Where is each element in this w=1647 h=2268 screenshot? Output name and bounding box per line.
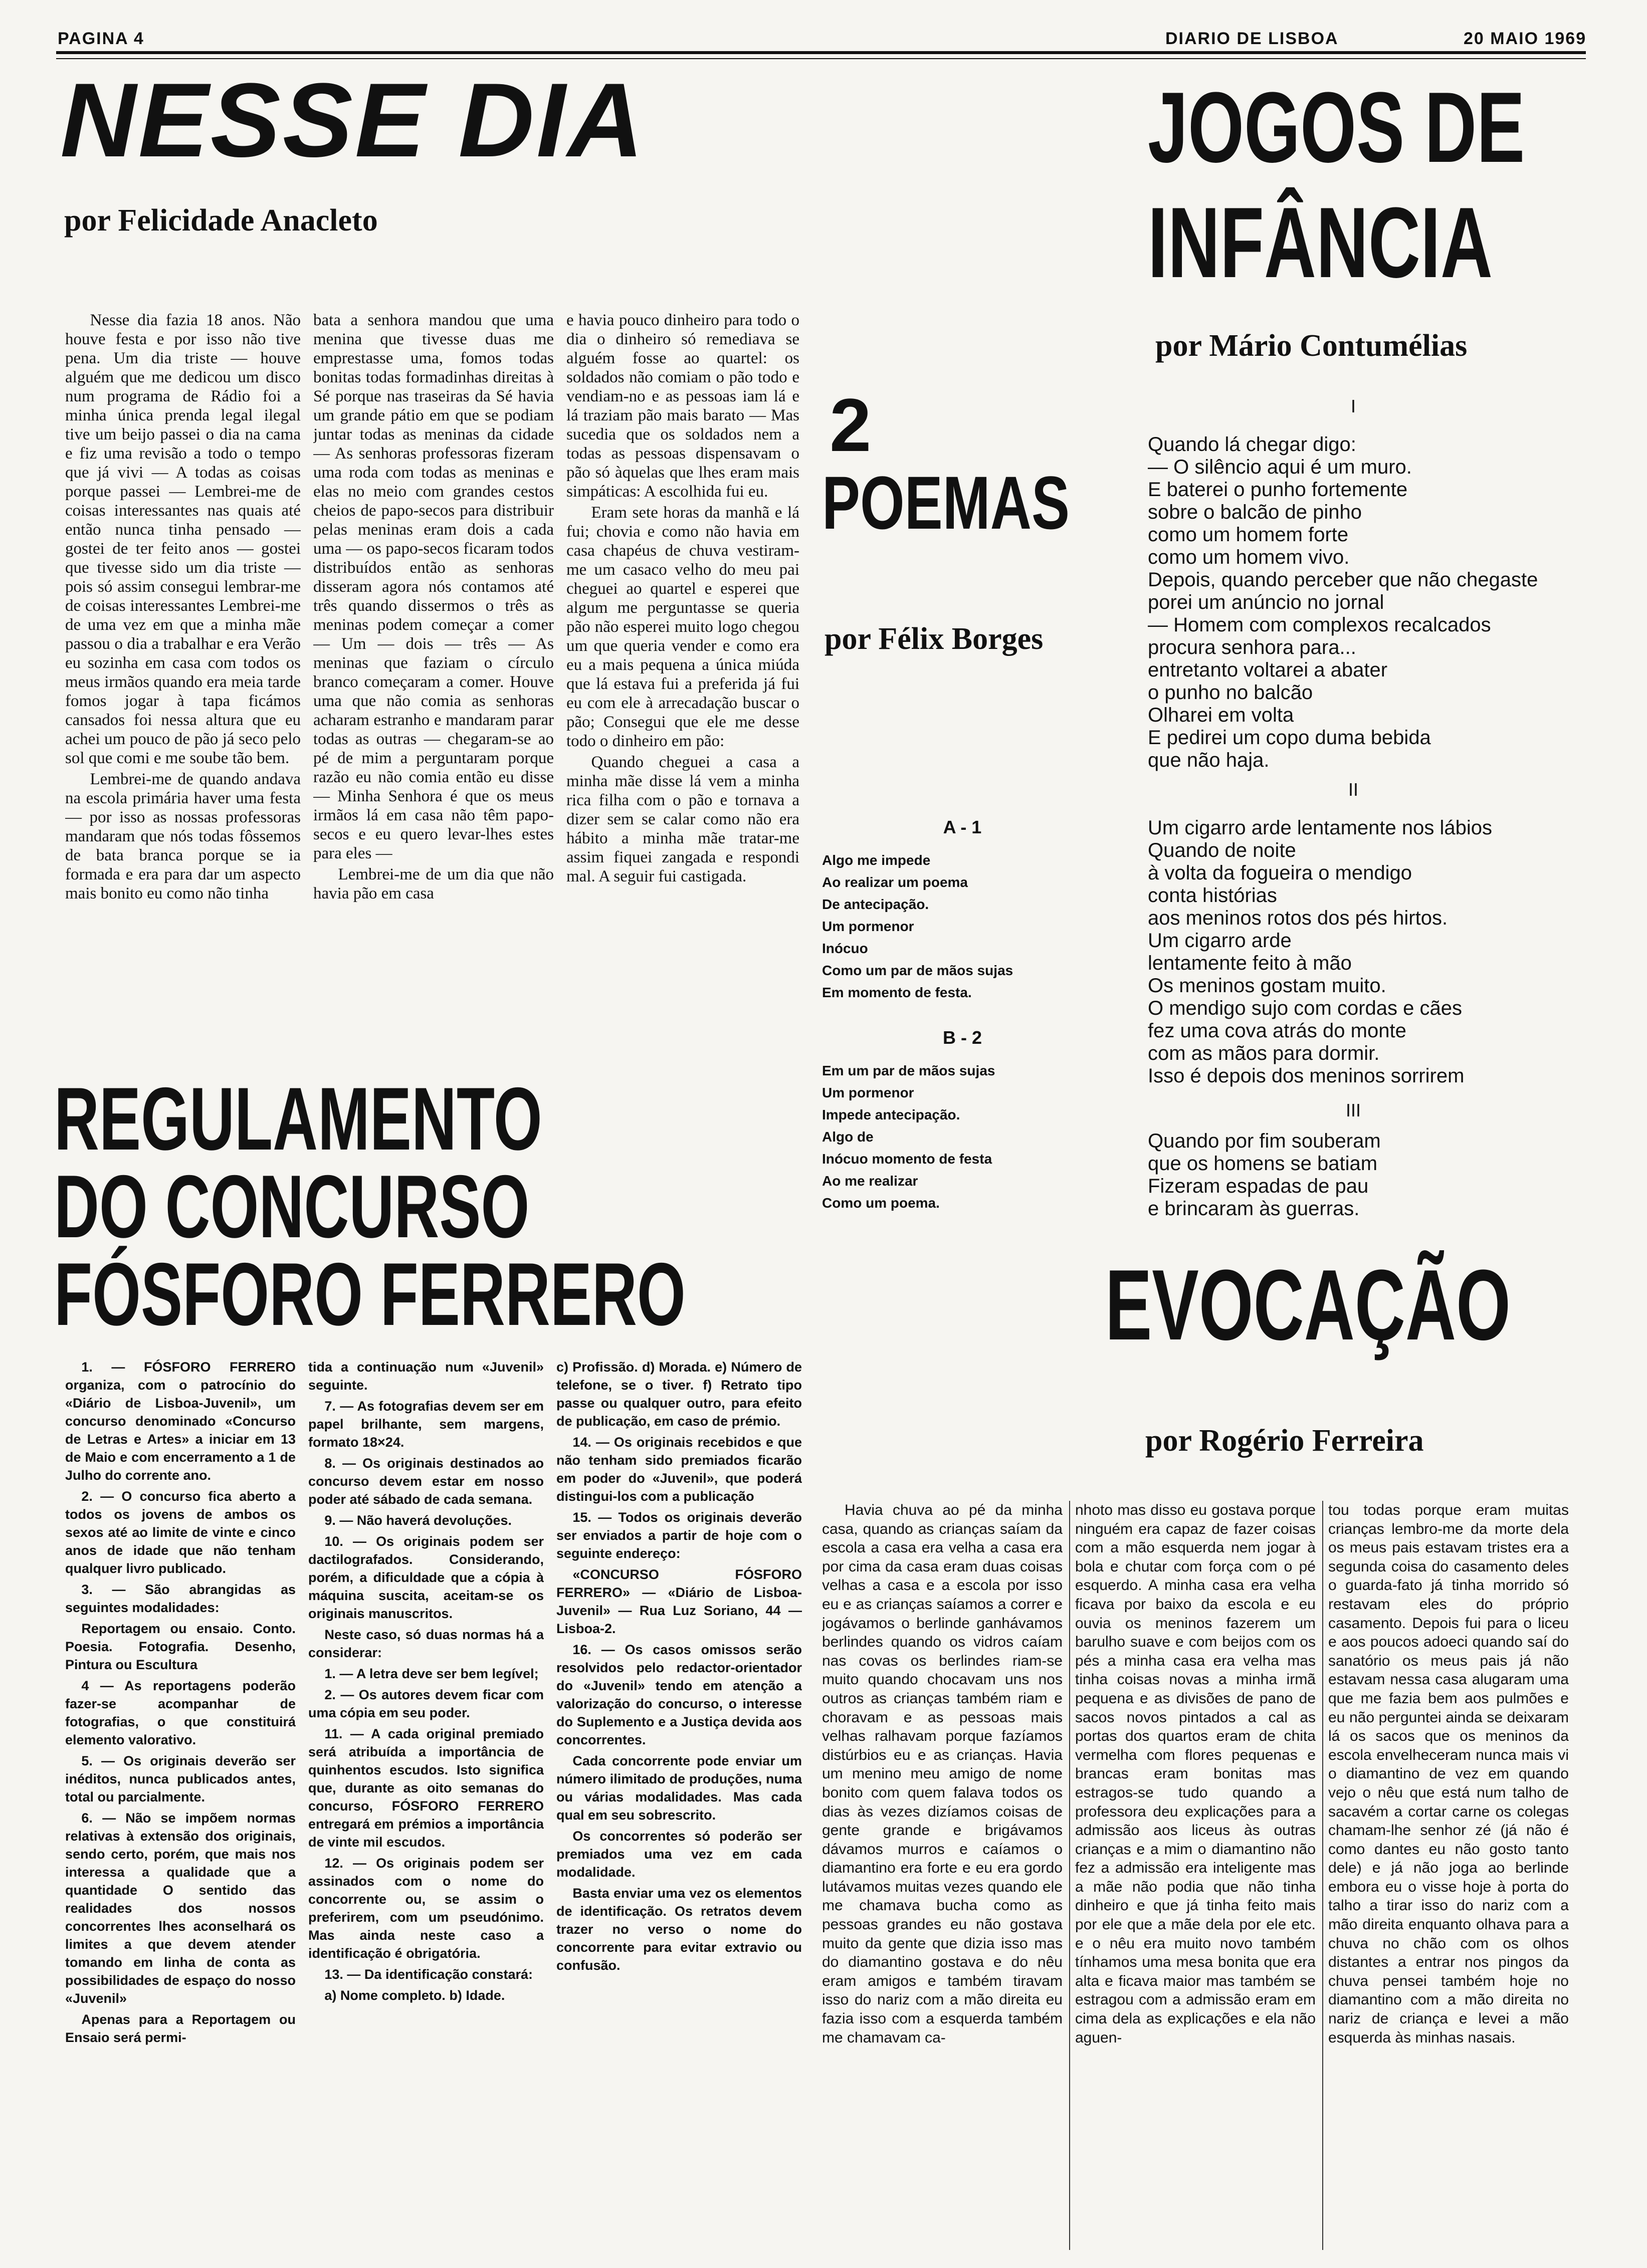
article-title-line-2: INFÂNCIA	[1148, 187, 1493, 299]
rules-column-1	[65, 1358, 296, 2250]
masthead-rule	[56, 51, 1586, 54]
poem-line: Fizeram espadas de pau	[1148, 1175, 1369, 1197]
poem-line: como um homem vivo.	[1148, 546, 1350, 568]
rule-paragraph: 2. — O concurso fica aberto a todos os jovens de ambos os sexos até ao limite de vinte e cinco anos de idade que não tenham qualquer livro publicado.	[65, 1489, 296, 1576]
poem-line: fez uma cova atrás do monte	[1148, 1020, 1406, 1042]
rule-paragraph: 1. — A letra deve ser bem legível;	[324, 1666, 539, 1681]
poem-line: Impede antecipação.	[822, 1107, 960, 1122]
rule-paragraph: tida a continuação num «Juvenil» seguinte.	[308, 1359, 544, 1393]
poem-line: sobre o balcão de pinho	[1148, 501, 1362, 523]
article-column-2	[1075, 1501, 1316, 2252]
article-byline: por Felicidade Anacleto	[64, 203, 378, 238]
poem-line: Um cigarro arde	[1148, 930, 1292, 952]
rule-paragraph: c) Profissão. d) Morada. e) Número de telefone, se o tiver. f) Retrato tipo passe ou qualquer outro, para efeito de publicação, em caso de prémio.	[556, 1359, 802, 1429]
poem-line: Um cigarro arde lentamente nos lábios	[1148, 817, 1493, 839]
paragraph: Nesse dia fazia 18 anos. Não houve festa e por isso não tive pena. Um dia triste — houve alguém que me dedicou um disco num programa de Rádio foi a minha única prenda legal ilegal tive um beijo passei o dia na cama e fiz uma revisão a todo o tempo que já vivi — A todas as coisas porque passei — Lembrei-me de coisas interessantes nas quais até então nunca tinha pensado — gostei de ter feito anos — gostei que tivesse sido um dia triste — pois só assim consegui lembrar-me de coisas interessantes Lembrei-me de uma vez em que a minha mãe passou o dia a trabalhar e era Verão eu sozinha em casa com todos os meus irmãos quando era meia tarde fomos jogar à tapa ficámos cansados foi nessa altura que eu achei um pouco de pão já seco pelo sol que comi e me soube tão bem.	[65, 311, 301, 767]
poem-b	[822, 1060, 995, 1214]
stanza-3	[1148, 1130, 1381, 1220]
poem-line: Quando por fim souberam	[1148, 1130, 1381, 1152]
poem-line: Olharei em volta	[1148, 704, 1294, 726]
poem-line: Como um poema.	[822, 1195, 940, 1211]
poem-line: Quando lá chegar digo:	[1148, 433, 1356, 456]
poem-line: Os meninos gostam muito.	[1148, 975, 1386, 997]
poem-line: que os homens se batiam	[1148, 1153, 1378, 1175]
poem-line: com as mãos para dormir.	[1148, 1042, 1380, 1064]
rule-paragraph: 7. — As fotografias devem ser em papel brilhante, sem margens, formato 18×24.	[308, 1399, 544, 1450]
rule-paragraph: Os concorrentes só poderão ser premiados uma vez em cada modalidade.	[556, 1829, 802, 1880]
rules-column-2	[308, 1358, 544, 2250]
rule-paragraph: 3. — São abrangidas as seguintes modalidades:	[65, 1582, 296, 1615]
poem-line: — Homem com complexos recalcados	[1148, 614, 1491, 636]
poem-line: à volta da fogueira o mendigo	[1148, 862, 1412, 884]
poem-line: Inócuo	[822, 941, 868, 956]
rule-paragraph: 8. — Os originais destinados ao concurso devem estar em nosso poder até sábado de cada semana.	[308, 1456, 544, 1507]
article-column-2	[313, 311, 554, 1015]
stanza-1	[1148, 433, 1538, 772]
poem-line: Depois, quando perceber que não chegaste	[1148, 569, 1538, 591]
rule-paragraph: 5. — Os originais deverão ser inéditos, nunca publicados antes, total ou parcialmente.	[65, 1753, 296, 1804]
stanza-number: II	[1348, 779, 1358, 800]
article-byline: por Mário Contumélias	[1155, 329, 1468, 363]
poem-number: 2	[830, 383, 872, 467]
rule-paragraph: 15. — Todos os originais deverão ser enviados a partir de hoje com o seguinte endereço:	[556, 1510, 802, 1561]
column-divider	[1322, 1501, 1323, 2250]
article-title-line-1: REGULAMENTO	[54, 1069, 542, 1169]
poem-line: aos meninos rotos dos pés hirtos.	[1148, 907, 1448, 929]
rule-paragraph: 9. — Não haverá devoluções.	[324, 1513, 512, 1528]
poem-line: Isso é depois dos meninos sorrirem	[1148, 1065, 1465, 1087]
poem-line: conta histórias	[1148, 884, 1277, 906]
poem-label-b: B - 2	[942, 1027, 982, 1048]
rule-paragraph: 4 — As reportagens poderão fazer-se acompanhar de fotografias, o que constituirá elemento valorativo.	[65, 1678, 296, 1747]
poem-line: E baterei o punho fortemente	[1148, 479, 1408, 501]
article-title: NESSE DIA	[60, 61, 646, 179]
article-title-line-1: JOGOS DE	[1148, 72, 1525, 183]
paragraph: Eram sete horas da manhã e lá fui; chovia e como não havia em casa chapéus de chuva vestiram-me um casaco velho do meu pai cheguei ao quartel e esperei que algum me perguntasse se queria pão não esperei muito logo chegou um que queria vender e como era eu a mais pequena a única miúda que lá estava fui a preferida já fui eu com ele à arrecadação buscar o pão; Consegui que ele me desse todo o dinheiro em pão:	[566, 504, 799, 750]
poem-line: Ao me realizar	[822, 1173, 918, 1189]
paragraph: Lembrei-me de quando andava na escola primária haver uma festa — por isso as nossas professoras mandaram que nós todas fôssemos de bata branca porque se ia formada e era para dar um aspecto mais bonito eu como não tinha	[65, 770, 301, 902]
rule-paragraph: 16. — Os casos omissos serão resolvidos pelo redactor-orientador do «Juvenil» tendo em atenção a valorização do concurso, o interesse do Suplemento e a Justiça devida aos concorrentes.	[556, 1642, 802, 1747]
rule-paragraph: 11. — A cada original premiado será atribuída a importância de quinhentos escudos. Isto significa que, durante as oito semanas do concurso, FÓSFORO FERRERO entregará em prémios a importância de vinte mil escudos.	[308, 1726, 544, 1850]
poem-line: procura senhora para...	[1148, 636, 1356, 658]
poem-a	[822, 849, 1013, 1004]
article-column-1	[822, 1501, 1063, 2252]
rule-paragraph: 1. — FÓSFORO FERRERO organiza, com o patrocínio do «Diário de Lisboa-Juvenil», um concurso denominado «Concurso de Letras e Artes» a iniciar em 13 de Maio e com encerramento a 1 de Julho do corrente ano.	[65, 1359, 296, 1483]
poem-label-a: A - 1	[943, 817, 982, 837]
poem-line: o punho no balcão	[1148, 682, 1313, 704]
poem-line: Em momento de festa.	[822, 985, 972, 1000]
rules-column-3	[556, 1358, 802, 2250]
stanza-2	[1148, 817, 1492, 1087]
article-column-3	[566, 311, 799, 1015]
rule-paragraph: Cada concorrente pode enviar um número ilimitado de produções, numa ou várias modalidades. Mas cada qual em seu sobrescrito.	[556, 1753, 802, 1823]
article-byline: por Rogério Ferreira	[1145, 1424, 1424, 1458]
rule-paragraph: 2. — Os autores devem ficar com uma cópia em seu poder.	[308, 1687, 544, 1720]
rule-paragraph: 6. — Não se impõem normas relativas à extensão dos originais, sendo certo, porém, que mais nos interessa a qualidade que a quantidade O sentido das realidades dos nossos concorrentes lhes aconselhará os limites a que devem atender tomando em linha de conta as possibilidades de espaço do nosso «Juvenil»	[65, 1810, 296, 2006]
article-title: POEMAS	[822, 461, 1070, 545]
paragraph: e havia pouco dinheiro para todo o dia o dinheiro só remediava se alguém fosse ao quartel: os soldados não comiam o pão todo e vendiam-no e as pessoas iam lá e lá traziam pão mais barato — Mas sucedia que os soldados nem a todas as pessoas dispensavam o pão só àquelas que lhes eram mais simpáticas: A escolhida fui eu.	[566, 311, 799, 501]
rule-paragraph: Apenas para a Reportagem ou Ensaio será permi-	[65, 2012, 296, 2045]
paragraph: Lembrei-me de um dia que não havia pão em casa	[313, 865, 554, 902]
poem-line: e brincaram às guerras.	[1148, 1198, 1360, 1220]
poem-line: Algo de	[822, 1129, 874, 1145]
poem-line: Como um par de mãos sujas	[822, 963, 1013, 978]
issue-date: 20 MAIO 1969	[1464, 29, 1587, 48]
rule-paragraph: Reportagem ou ensaio. Conto. Poesia. Fotografia. Desenho, Pintura ou Escultura	[65, 1621, 296, 1672]
poem-line: Em um par de mãos sujas	[822, 1063, 995, 1078]
poem-line: Algo me impede	[822, 852, 931, 868]
poem-line: O mendigo sujo com cordas e cães	[1148, 997, 1462, 1019]
article-column-1	[65, 311, 301, 1015]
article-title-line-2: DO CONCURSO	[54, 1157, 530, 1256]
paragraph: bata a senhora mandou que uma menina que tivesse duas me emprestasse uma, fomos todas bonitas todas formadinhas direitas à Sé porque nas traseiras da Sé havia um grande pátio em que se podiam juntar todas as meninas da cidade — As senhoras professoras fizeram uma roda com todas as meninas e elas no meio com grandes cestos cheios de papo-secos para distribuir pelas meninas eram dois a cada uma — os papo-secos ficaram todos distribuídos então as senhoras disseram agora nós contamos até três quando dissermos o três as meninas podem começar a comer — Um — dois — três — As meninas que faziam o círculo branco começaram a comer. Houve uma que não comia as senhoras acharam estranho e mandaram parar todas as outras — chegaram-se ao pé de mim a perguntaram porque razão eu não comia então eu disse — Minha Senhora é que os meus irmãos lá em casa não têm papo-secos e eu quero levar-lhes estes para eles —	[313, 311, 554, 862]
paragraph: tou todas porque eram muitas crianças lembro-me da morte dela os meus pais estavam tristes era a segunda coisa do casamento deles o guarda-fato já tinha morrido só restavam eles do próprio casamento. Depois fui para o liceu e aos poucos adoeci quando saí do sanatório os meus pais já não estavam nessa casa alugaram uma que me fazia bem aos pulmões e eu não perguntei ainda se deixaram lá os sacos que os meninos da escola envelheceram nunca mais vi o diamantino de vez em quando vejo o nêu que está num talho de sacavém a cortar carne os colegas chamam-lhe senhor zé (já não é como dantes eu não gosto tanto dele) e já não joga ao berlinde embora eu o visse hoje à porta do talho a tirar isso do nariz com a mão direita enquanto olhava para a chuva no chão com os olhos distantes a entrar nos pingos da chuva pensei também hoje no diamantino com a mão direita no nariz de criança e levei a mão esquerda às minhas nasais.	[1328, 1502, 1569, 2046]
poem-line: entretanto voltarei a abater	[1148, 659, 1388, 681]
column-divider	[1069, 1501, 1070, 2250]
rule-paragraph: 14. — Os originais recebidos e que não tenham sido premiados ficarão em poder do «Juvenil», que poderá distingui-los com a publicação	[556, 1435, 802, 1504]
page-number: PAGINA 4	[58, 29, 144, 48]
rule-paragraph: 10. — Os originais podem ser dactilografados. Considerando, porém, a dificuldade que a cópia à máquina suscita, aceitam-se os originais manuscritos.	[308, 1534, 544, 1621]
paragraph: Havia chuva ao pé da minha casa, quando as crianças saíam da escola a casa era velha a casa era por cima da casa eram duas coisas velhas a casa e a escola por isso eu e as crianças saíamos a correr e jogávamos o berlinde ganhávamos berlindes quando os vidros caíam nas covas os berlindes riam-se muito quando chocavam uns nos outros as crianças também riam e choravam e as pessoas mais velhas ralhavam porque fazíamos distúrbios eu e as crianças. Havia um menino meu amigo de nome bonito com quem falava todos os dias às vezes dizíamos coisas de gente grande e brigávamos dávamos murros e caíamos o diamantino era forte e eu era gordo lutávamos muitas vezes quando ele me chamava bucha como as pessoas grandes eu não gostava muito da gente que dizia isso mas do diamantino gostava e do nêu eram amigos e também tiravam isso do nariz com a mão direita eu fazia isso com a esquerda também me chamavam ca-	[822, 1502, 1063, 2046]
article-title: EVOCAÇÃO	[1105, 1249, 1511, 1361]
poem-line: Quando de noite	[1148, 839, 1296, 861]
rule-paragraph: Basta enviar uma vez os elementos de identificação. Os retratos devem trazer no verso o nome do concorrente para evitar extravio ou confusão.	[556, 1886, 802, 1973]
rule-paragraph: «CONCURSO FÓSFORO FERRERO» — «Diário de Lisboa-Juvenil» — Rua Luz Soriano, 44 — Lisboa-2.	[556, 1567, 802, 1636]
stanza-number: I	[1350, 396, 1356, 416]
poem-line: Um pormenor	[822, 919, 914, 934]
article-byline: por Félix Borges	[825, 622, 1044, 656]
rule-paragraph: Neste caso, só duas normas há a considerar:	[308, 1627, 544, 1660]
rule-paragraph: 13. — Da identificação constará:	[324, 1967, 533, 1982]
poem-line: — O silêncio aqui é um muro.	[1148, 456, 1412, 478]
article-title-line-3: FÓSFORO FERRERO	[54, 1244, 686, 1344]
article-column-3	[1328, 1501, 1569, 2252]
masthead-rule-thin	[56, 58, 1586, 59]
poem-line: Ao realizar um poema	[822, 874, 968, 890]
newspaper-name: DIARIO DE LISBOA	[1165, 29, 1339, 48]
stanza-number: III	[1345, 1100, 1361, 1120]
poem-line: porei um anúncio no jornal	[1148, 591, 1384, 613]
paragraph: nhoto mas disso eu gostava porque ninguém era capaz de fazer coisas com a mão esquerda nem jogar à bola e chutar com força com o pé esquerdo. A minha casa era velha ficava por baixo da escola e eu ouvia os meninos fazerem um barulho suave e com beijos com os pés a minha casa era velha mas tinha coisas novas a minha irmã pequena e as divisões de pano de sacos novos pintados a cal as portas dos quartos eram de chita vermelha com flores pequenas e brancas eram bonitas mas estragos-se tudo quando a professora deu explicações para a admissão aos liceus às outras crianças e a mim o diamantino não fez a admissão era inteligente mas a mãe não podia que não tinha dinheiro e que já tinha feito mais por ele que a mãe dela por ele etc. e o nêu era muito novo também tínhamos uma mesa bonita que era alta e ficava maior mas também se estragou com a admissão eram em cima dela as explicações e ela não aguen-	[1075, 1502, 1316, 2046]
poem-line: Um pormenor	[822, 1085, 914, 1100]
poem-line: De antecipação.	[822, 896, 929, 912]
poem-line: Inócuo momento de festa	[822, 1151, 992, 1167]
poem-line: lentamente feito à mão	[1148, 952, 1352, 974]
rule-paragraph: a) Nome completo. b) Idade.	[324, 1988, 505, 2003]
rule-paragraph: 12. — Os originais podem ser assinados com o nome do concorrente ou, se assim o preferirem, com um pseudónimo. Mas ainda neste caso a identificação é obrigatória.	[308, 1856, 544, 1961]
poem-line: que não haja.	[1148, 749, 1270, 771]
poem-line: E pedirei um copo duma bebida	[1148, 727, 1431, 749]
paragraph: Quando cheguei a casa a minha mãe disse lá vem a minha rica filha com o pão e tornava a dizer sem se calar como não era hábito a minha mãe tratar-me assim fiquei zangada e respondi mal. A seguir fui castigada.	[566, 753, 799, 885]
poem-line: como um homem forte	[1148, 524, 1349, 546]
